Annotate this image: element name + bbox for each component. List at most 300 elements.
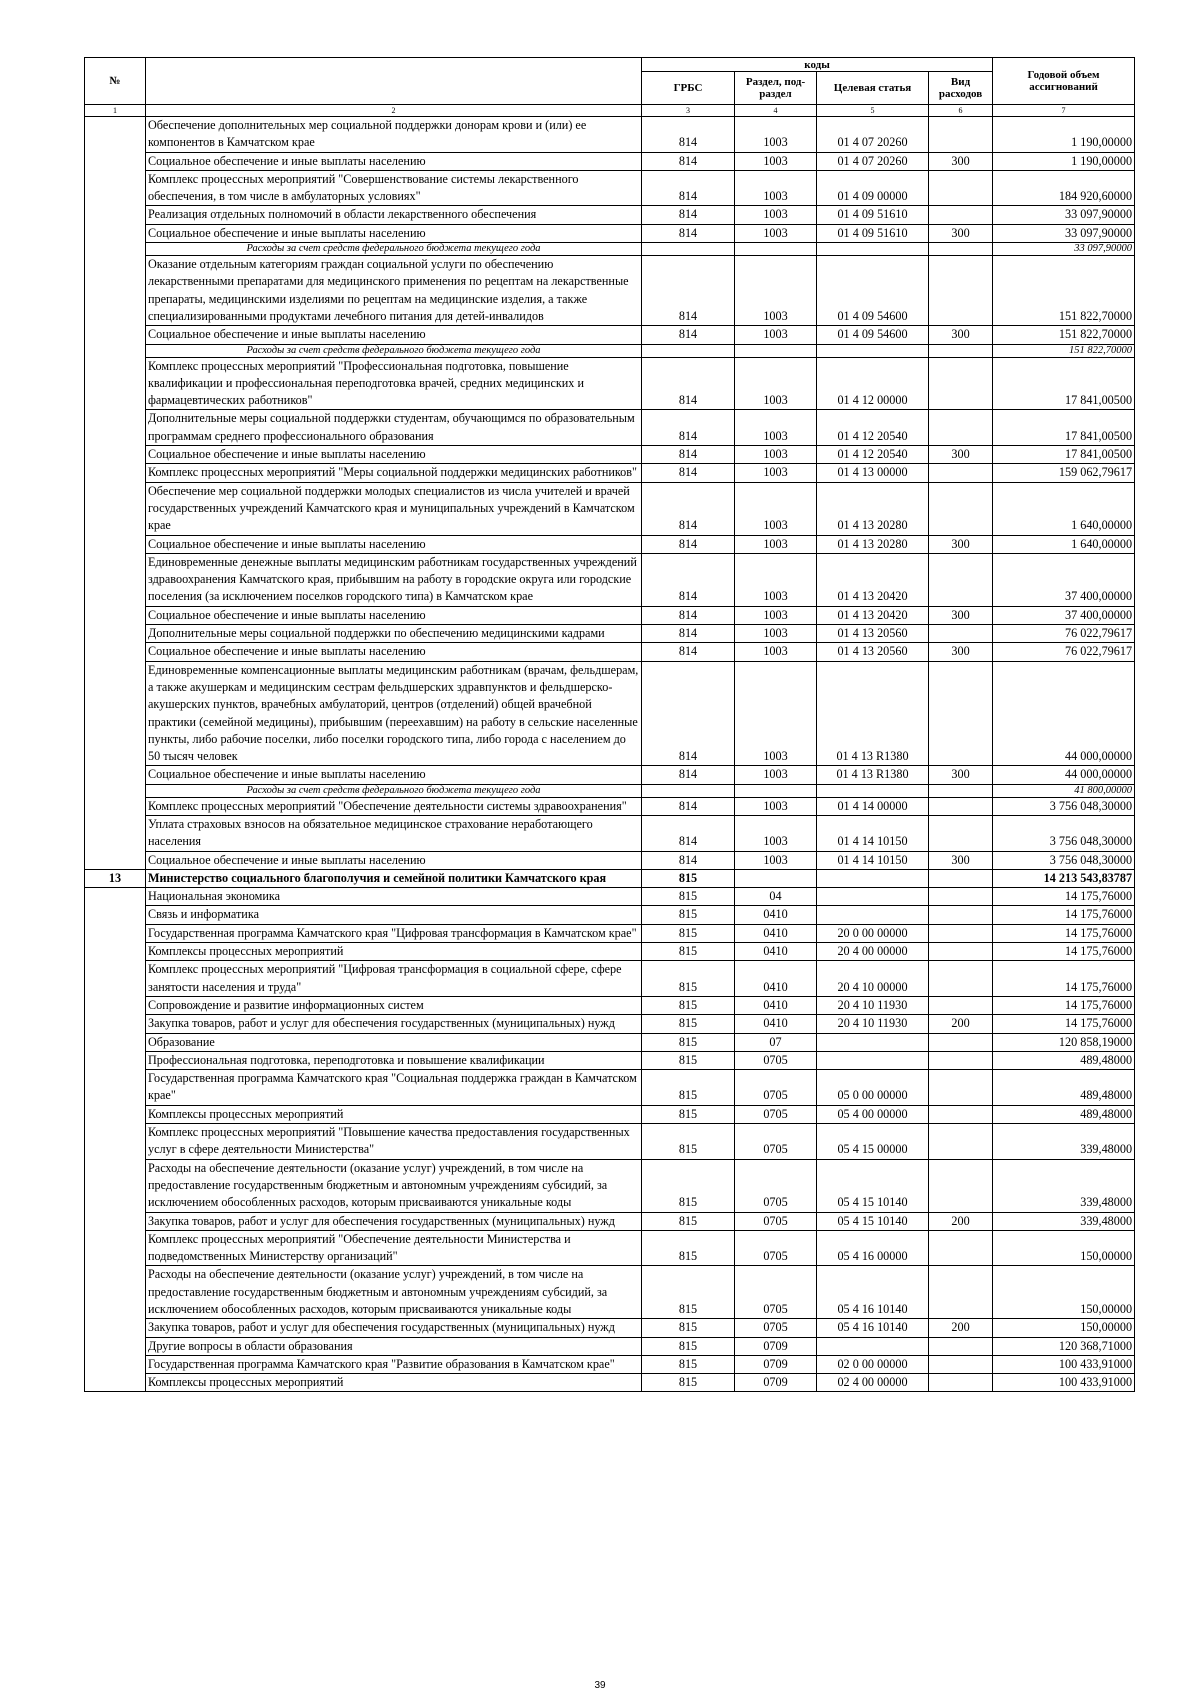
header-row-1 — [85, 58, 1135, 72]
table-row — [85, 625, 1135, 643]
row-vid — [929, 1374, 993, 1392]
table-row — [85, 256, 1135, 326]
row-name: Социальное обеспечение и иные выплаты населению — [146, 326, 642, 344]
empty-cell — [642, 344, 735, 357]
row-name: Социальное обеспечение и иные выплаты населению — [146, 643, 642, 661]
row-amount: 159 062,79617 — [993, 464, 1135, 482]
empty-cell — [817, 344, 929, 357]
row-celevaya: 20 4 10 11930 — [817, 996, 929, 1014]
table-row — [85, 535, 1135, 553]
row-celevaya: 01 4 13 20560 — [817, 643, 929, 661]
row-celevaya: 05 4 16 10140 — [817, 1266, 929, 1319]
subtotal-label: Расходы за счет средств федерального бюджета текущего года — [146, 784, 642, 797]
row-vid — [929, 482, 993, 535]
row-grbs: 814 — [642, 535, 735, 553]
header-index: 1 — [85, 105, 146, 117]
header-grbs: ГРБС — [642, 72, 735, 105]
row-razdel: 1003 — [735, 661, 817, 766]
row-vid — [929, 1266, 993, 1319]
header-index-row — [85, 105, 1135, 117]
row-name: Комплексы процессных мероприятий — [146, 943, 642, 961]
row-grbs: 814 — [642, 553, 735, 606]
row-name: Национальная экономика — [146, 888, 642, 906]
row-name: Образование — [146, 1033, 642, 1051]
row-vid — [929, 1105, 993, 1123]
row-vid — [929, 553, 993, 606]
row-name: Государственная программа Камчатского края "Цифровая трансформация в Камчатском крае" — [146, 924, 642, 942]
table-row — [85, 1015, 1135, 1033]
row-celevaya: 05 4 16 10140 — [817, 1319, 929, 1337]
row-grbs: 814 — [642, 357, 735, 410]
row-amount: 339,48000 — [993, 1124, 1135, 1160]
row-vid — [929, 625, 993, 643]
row-celevaya: 01 4 12 20540 — [817, 410, 929, 446]
row-razdel: 0705 — [735, 1266, 817, 1319]
row-grbs: 814 — [642, 661, 735, 766]
table-row — [85, 482, 1135, 535]
row-celevaya: 01 4 14 10150 — [817, 815, 929, 851]
table-row — [85, 1212, 1135, 1230]
row-amount: 150,00000 — [993, 1266, 1135, 1319]
row-razdel: 1003 — [735, 482, 817, 535]
row-celevaya: 01 4 09 51610 — [817, 224, 929, 242]
table-row — [85, 224, 1135, 242]
row-amount: 14 213 543,83787 — [993, 869, 1135, 887]
row-celevaya: 05 0 00 00000 — [817, 1070, 929, 1106]
row-razdel: 1003 — [735, 446, 817, 464]
budget-document — [84, 57, 1134, 1392]
row-grbs: 814 — [642, 625, 735, 643]
row-vid — [929, 961, 993, 997]
table-row — [85, 1230, 1135, 1266]
row-name: Комплекс процессных мероприятий "Цифровая трансформация в социальной сфере, сфере занятости населения и труда" — [146, 961, 642, 997]
row-name: Комплекс процессных мероприятий "Повышение качества предоставления государственных услуг в сфере деятельности Министерства" — [146, 1124, 642, 1160]
header-sum: Годовой объем ассигнований — [993, 58, 1135, 105]
row-name: Единовременные денежные выплаты медицинским работникам государственных учреждений здравоохранения Камчатского края, прибывшим на работу в городские округа или городские поселения (за исключением поселков городского типа) в Камчатском крае — [146, 553, 642, 606]
row-name: Комплекс процессных мероприятий "Профессиональная подготовка, повышение квалификации и профессиональная переподготовка врачей, средних медицинских и фармацевтических работников" — [146, 357, 642, 410]
row-amount: 150,00000 — [993, 1230, 1135, 1266]
row-celevaya — [817, 1033, 929, 1051]
table-row — [85, 1355, 1135, 1373]
row-vid — [929, 1033, 993, 1051]
row-grbs: 815 — [642, 943, 735, 961]
row-celevaya: 01 4 13 00000 — [817, 464, 929, 482]
row-celevaya: 01 4 12 00000 — [817, 357, 929, 410]
table-row — [85, 797, 1135, 815]
table-row — [85, 1051, 1135, 1069]
row-celevaya — [817, 906, 929, 924]
row-amount: 1 640,00000 — [993, 482, 1135, 535]
row-grbs: 815 — [642, 1159, 735, 1212]
row-razdel: 1003 — [735, 206, 817, 224]
page-number: 39 — [594, 1680, 606, 1691]
row-number-cell — [85, 117, 146, 870]
row-amount: 3 756 048,30000 — [993, 815, 1135, 851]
empty-cell — [817, 784, 929, 797]
row-name: Связь и информатика — [146, 906, 642, 924]
row-grbs: 814 — [642, 643, 735, 661]
row-name: Социальное обеспечение и иные выплаты населению — [146, 535, 642, 553]
row-celevaya — [817, 888, 929, 906]
table-row — [85, 326, 1135, 344]
row-razdel: 1003 — [735, 170, 817, 206]
header-index: 7 — [993, 105, 1135, 117]
row-razdel: 1003 — [735, 535, 817, 553]
subtotal-row — [85, 784, 1135, 797]
row-name: Закупка товаров, работ и услуг для обеспечения государственных (муниципальных) нужд — [146, 1015, 642, 1033]
row-razdel: 1003 — [735, 606, 817, 624]
row-amount: 120 368,71000 — [993, 1337, 1135, 1355]
row-razdel — [735, 869, 817, 887]
table-row — [85, 643, 1135, 661]
row-razdel: 0709 — [735, 1337, 817, 1355]
row-name: Закупка товаров, работ и услуг для обеспечения государственных (муниципальных) нужд — [146, 1319, 642, 1337]
subtotal-amount: 151 822,70000 — [993, 344, 1135, 357]
row-celevaya: 01 4 14 10150 — [817, 851, 929, 869]
row-amount: 339,48000 — [993, 1212, 1135, 1230]
row-vid — [929, 996, 993, 1014]
table-row — [85, 464, 1135, 482]
table-row — [85, 410, 1135, 446]
row-vid: 300 — [929, 766, 993, 784]
row-vid: 300 — [929, 446, 993, 464]
table-row — [85, 446, 1135, 464]
table-row — [85, 1033, 1135, 1051]
row-amount: 3 756 048,30000 — [993, 851, 1135, 869]
row-amount: 150,00000 — [993, 1319, 1135, 1337]
header-index: 2 — [146, 105, 642, 117]
row-celevaya: 02 4 00 00000 — [817, 1374, 929, 1392]
row-name: Социальное обеспечение и иные выплаты населению — [146, 851, 642, 869]
subtotal-label: Расходы за счет средств федерального бюджета текущего года — [146, 243, 642, 256]
row-celevaya — [817, 1337, 929, 1355]
row-grbs: 814 — [642, 851, 735, 869]
row-vid — [929, 357, 993, 410]
row-number-cell — [85, 888, 146, 1392]
row-celevaya: 20 4 10 11930 — [817, 1015, 929, 1033]
row-vid — [929, 1159, 993, 1212]
row-name: Дополнительные меры социальной поддержки по обеспечению медицинскими кадрами — [146, 625, 642, 643]
row-grbs: 814 — [642, 464, 735, 482]
row-vid: 300 — [929, 606, 993, 624]
row-vid — [929, 256, 993, 326]
row-amount: 14 175,76000 — [993, 1015, 1135, 1033]
row-vid — [929, 1070, 993, 1106]
row-grbs: 815 — [642, 924, 735, 942]
row-grbs: 814 — [642, 815, 735, 851]
row-vid — [929, 924, 993, 942]
row-grbs: 815 — [642, 996, 735, 1014]
row-grbs: 815 — [642, 1230, 735, 1266]
row-grbs: 814 — [642, 446, 735, 464]
row-celevaya: 01 4 09 54600 — [817, 326, 929, 344]
row-razdel: 1003 — [735, 117, 817, 153]
row-amount: 1 640,00000 — [993, 535, 1135, 553]
row-celevaya: 05 4 15 10140 — [817, 1212, 929, 1230]
row-amount: 151 822,70000 — [993, 256, 1135, 326]
row-amount: 33 097,90000 — [993, 206, 1135, 224]
row-vid — [929, 1051, 993, 1069]
row-vid — [929, 206, 993, 224]
row-celevaya: 05 4 16 00000 — [817, 1230, 929, 1266]
row-name: Расходы на обеспечение деятельности (оказание услуг) учреждений, в том числе на предоставление государственным бюджетным и автономным учреждениям субсидий, за исключением обособленных расходов, которым присваиваются уникальные коды — [146, 1159, 642, 1212]
table-row — [85, 996, 1135, 1014]
header-num: № — [85, 58, 146, 105]
row-name: Социальное обеспечение и иные выплаты населению — [146, 766, 642, 784]
row-celevaya: 20 4 10 00000 — [817, 961, 929, 997]
row-name: Закупка товаров, работ и услуг для обеспечения государственных (муниципальных) нужд — [146, 1212, 642, 1230]
row-razdel: 0705 — [735, 1212, 817, 1230]
row-vid — [929, 1355, 993, 1373]
row-grbs: 815 — [642, 1051, 735, 1069]
row-amount: 100 433,91000 — [993, 1374, 1135, 1392]
subtotal-row — [85, 344, 1135, 357]
row-celevaya: 01 4 13 R1380 — [817, 766, 929, 784]
row-name: Профессиональная подготовка, переподготовка и повышение квалификации — [146, 1051, 642, 1069]
table-row — [85, 906, 1135, 924]
row-name: Комплекс процессных мероприятий "Меры социальной поддержки медицинских работников" — [146, 464, 642, 482]
row-amount: 489,48000 — [993, 1070, 1135, 1106]
row-razdel: 1003 — [735, 464, 817, 482]
row-razdel: 0705 — [735, 1319, 817, 1337]
row-vid — [929, 869, 993, 887]
table-row — [85, 1337, 1135, 1355]
row-razdel: 1003 — [735, 643, 817, 661]
row-razdel: 0705 — [735, 1230, 817, 1266]
row-grbs: 814 — [642, 224, 735, 242]
row-grbs: 815 — [642, 888, 735, 906]
empty-cell — [817, 243, 929, 256]
row-name: Комплексы процессных мероприятий — [146, 1374, 642, 1392]
table-row — [85, 815, 1135, 851]
row-celevaya: 01 4 09 00000 — [817, 170, 929, 206]
row-grbs: 815 — [642, 1319, 735, 1337]
row-name: Расходы на обеспечение деятельности (оказание услуг) учреждений, в том числе на предоставление государственным бюджетным и автономным учреждениям субсидий, за исключением обособленных расходов, которым присваиваются уникальные коды — [146, 1266, 642, 1319]
row-amount: 14 175,76000 — [993, 924, 1135, 942]
row-amount: 44 000,00000 — [993, 766, 1135, 784]
row-razdel: 0410 — [735, 961, 817, 997]
row-razdel: 0705 — [735, 1051, 817, 1069]
header-index: 3 — [642, 105, 735, 117]
row-vid: 300 — [929, 224, 993, 242]
row-vid — [929, 170, 993, 206]
table-row — [85, 766, 1135, 784]
row-razdel: 1003 — [735, 357, 817, 410]
row-razdel: 0705 — [735, 1124, 817, 1160]
row-razdel: 0709 — [735, 1355, 817, 1373]
row-celevaya: 01 4 14 00000 — [817, 797, 929, 815]
row-vid: 300 — [929, 851, 993, 869]
row-razdel: 1003 — [735, 256, 817, 326]
table-row — [85, 888, 1135, 906]
row-vid — [929, 906, 993, 924]
empty-cell — [929, 784, 993, 797]
header-name-blank — [146, 58, 642, 105]
row-grbs: 815 — [642, 1212, 735, 1230]
row-amount: 100 433,91000 — [993, 1355, 1135, 1373]
row-celevaya — [817, 1051, 929, 1069]
row-name: Дополнительные меры социальной поддержки студентам, обучающимся по образовательным программам среднего профессионального образования — [146, 410, 642, 446]
table-row — [85, 1070, 1135, 1106]
row-name: Комплекс процессных мероприятий "Совершенствование системы лекарственного обеспечения, в том числе в амбулаторных условиях" — [146, 170, 642, 206]
row-grbs: 814 — [642, 170, 735, 206]
row-celevaya: 02 0 00 00000 — [817, 1355, 929, 1373]
row-celevaya: 01 4 13 20280 — [817, 482, 929, 535]
row-vid — [929, 117, 993, 153]
header-codes: коды — [642, 58, 993, 72]
table-row — [85, 206, 1135, 224]
row-grbs: 815 — [642, 961, 735, 997]
row-amount: 339,48000 — [993, 1159, 1135, 1212]
row-name: Оказание отдельным категориям граждан социальной услуги по обеспечению лекарственными препаратами для медицинского применения по рецептам на лекарственные препараты, медицинскими изделиями по рецептам на медицинские изделия, а также специализированными продуктами лечебного питания для детей-инвалидов — [146, 256, 642, 326]
row-razdel: 07 — [735, 1033, 817, 1051]
row-celevaya: 01 4 09 51610 — [817, 206, 929, 224]
row-vid: 200 — [929, 1212, 993, 1230]
header-index: 5 — [817, 105, 929, 117]
row-vid — [929, 888, 993, 906]
row-razdel: 1003 — [735, 326, 817, 344]
row-razdel: 1003 — [735, 224, 817, 242]
budget-table — [84, 57, 1135, 1392]
row-grbs: 814 — [642, 326, 735, 344]
row-razdel: 0410 — [735, 924, 817, 942]
subtotal-label: Расходы за счет средств федерального бюджета текущего года — [146, 344, 642, 357]
row-razdel: 04 — [735, 888, 817, 906]
row-name: Сопровождение и развитие информационных систем — [146, 996, 642, 1014]
row-amount: 14 175,76000 — [993, 961, 1135, 997]
row-razdel: 0410 — [735, 943, 817, 961]
row-name: Обеспечение мер социальной поддержки молодых специалистов из числа учителей и врачей государственных учреждений Камчатского края и муниципальных учреждений в Камчатском крае — [146, 482, 642, 535]
row-vid — [929, 661, 993, 766]
row-grbs: 815 — [642, 1015, 735, 1033]
row-razdel: 1003 — [735, 410, 817, 446]
row-grbs: 814 — [642, 256, 735, 326]
row-amount: 14 175,76000 — [993, 888, 1135, 906]
row-number: 13 — [85, 869, 146, 887]
row-grbs: 815 — [642, 1033, 735, 1051]
table-row — [85, 553, 1135, 606]
row-grbs: 814 — [642, 152, 735, 170]
table-row — [85, 1319, 1135, 1337]
header-celevaya: Целевая статья — [817, 72, 929, 105]
table-row — [85, 606, 1135, 624]
row-razdel: 1003 — [735, 797, 817, 815]
table-row — [85, 961, 1135, 997]
row-grbs: 815 — [642, 906, 735, 924]
row-celevaya: 01 4 13 20420 — [817, 553, 929, 606]
table-row — [85, 943, 1135, 961]
row-amount: 37 400,00000 — [993, 606, 1135, 624]
row-name: Комплексы процессных мероприятий — [146, 1105, 642, 1123]
row-amount: 17 841,00500 — [993, 446, 1135, 464]
row-name: Уплата страховых взносов на обязательное медицинское страхование неработающего населения — [146, 815, 642, 851]
row-vid — [929, 1124, 993, 1160]
row-grbs: 815 — [642, 1105, 735, 1123]
header-vid: Вид расходов — [929, 72, 993, 105]
row-name: Государственная программа Камчатского края "Развитие образования в Камчатском крае" — [146, 1355, 642, 1373]
row-grbs: 814 — [642, 206, 735, 224]
table-row — [85, 661, 1135, 766]
row-celevaya: 20 4 00 00000 — [817, 943, 929, 961]
row-amount: 44 000,00000 — [993, 661, 1135, 766]
row-vid: 200 — [929, 1319, 993, 1337]
row-celevaya: 01 4 13 R1380 — [817, 661, 929, 766]
empty-cell — [642, 784, 735, 797]
row-razdel: 1003 — [735, 815, 817, 851]
row-vid — [929, 943, 993, 961]
row-razdel: 0410 — [735, 906, 817, 924]
row-razdel: 1003 — [735, 851, 817, 869]
row-amount: 14 175,76000 — [993, 943, 1135, 961]
row-amount: 151 822,70000 — [993, 326, 1135, 344]
row-amount: 33 097,90000 — [993, 224, 1135, 242]
row-vid: 200 — [929, 1015, 993, 1033]
row-razdel: 0709 — [735, 1374, 817, 1392]
row-vid — [929, 797, 993, 815]
row-celevaya: 01 4 12 20540 — [817, 446, 929, 464]
row-name: Социальное обеспечение и иные выплаты населению — [146, 606, 642, 624]
table-row — [85, 1266, 1135, 1319]
row-celevaya: 01 4 09 54600 — [817, 256, 929, 326]
row-celevaya — [817, 869, 929, 887]
row-grbs: 814 — [642, 797, 735, 815]
row-vid — [929, 1230, 993, 1266]
table-row — [85, 1159, 1135, 1212]
row-celevaya: 05 4 15 10140 — [817, 1159, 929, 1212]
row-razdel: 0705 — [735, 1159, 817, 1212]
row-celevaya: 01 4 07 20260 — [817, 152, 929, 170]
empty-cell — [642, 243, 735, 256]
row-grbs: 815 — [642, 1266, 735, 1319]
row-vid — [929, 1337, 993, 1355]
row-amount: 76 022,79617 — [993, 643, 1135, 661]
row-name: Социальное обеспечение и иные выплаты населению — [146, 152, 642, 170]
row-grbs: 814 — [642, 410, 735, 446]
section-row — [85, 869, 1135, 887]
row-name: Другие вопросы в области образования — [146, 1337, 642, 1355]
table-row — [85, 117, 1135, 153]
row-vid: 300 — [929, 152, 993, 170]
row-name: Комплекс процессных мероприятий "Обеспечение деятельности Министерства и подведомственных Министерству организаций" — [146, 1230, 642, 1266]
row-grbs: 815 — [642, 1124, 735, 1160]
row-razdel: 1003 — [735, 152, 817, 170]
row-celevaya: 20 0 00 00000 — [817, 924, 929, 942]
row-amount: 14 175,76000 — [993, 996, 1135, 1014]
row-name: Социальное обеспечение и иные выплаты населению — [146, 446, 642, 464]
row-amount: 120 858,19000 — [993, 1033, 1135, 1051]
row-razdel: 1003 — [735, 625, 817, 643]
empty-cell — [735, 784, 817, 797]
row-razdel: 0410 — [735, 996, 817, 1014]
empty-cell — [735, 243, 817, 256]
row-vid — [929, 464, 993, 482]
row-name: Комплекс процессных мероприятий "Обеспечение деятельности системы здравоохранения" — [146, 797, 642, 815]
row-vid — [929, 815, 993, 851]
row-razdel: 0705 — [735, 1105, 817, 1123]
subtotal-amount: 33 097,90000 — [993, 243, 1135, 256]
row-celevaya: 01 4 13 20420 — [817, 606, 929, 624]
row-amount: 1 190,00000 — [993, 152, 1135, 170]
row-razdel: 1003 — [735, 766, 817, 784]
row-celevaya: 01 4 13 20280 — [817, 535, 929, 553]
table-row — [85, 1105, 1135, 1123]
empty-cell — [929, 344, 993, 357]
table-body — [85, 117, 1135, 1392]
row-amount: 3 756 048,30000 — [993, 797, 1135, 815]
row-celevaya: 01 4 07 20260 — [817, 117, 929, 153]
row-vid: 300 — [929, 326, 993, 344]
row-name: Единовременные компенсационные выплаты медицинским работникам (врачам, фельдшерам, а также акушеркам и медицинским сестрам фельдшерских здравпунктов и фельдшерско-акушерских пунктов, врачебных амбулаторий, центров (отделений) общей врачебной практики (семейной медицины), прибывшим (переехавшим) на работу в сельские населенные пункты, либо рабочие поселки, либо поселки городского типа, либо города с населением до 50 тысяч человек — [146, 661, 642, 766]
